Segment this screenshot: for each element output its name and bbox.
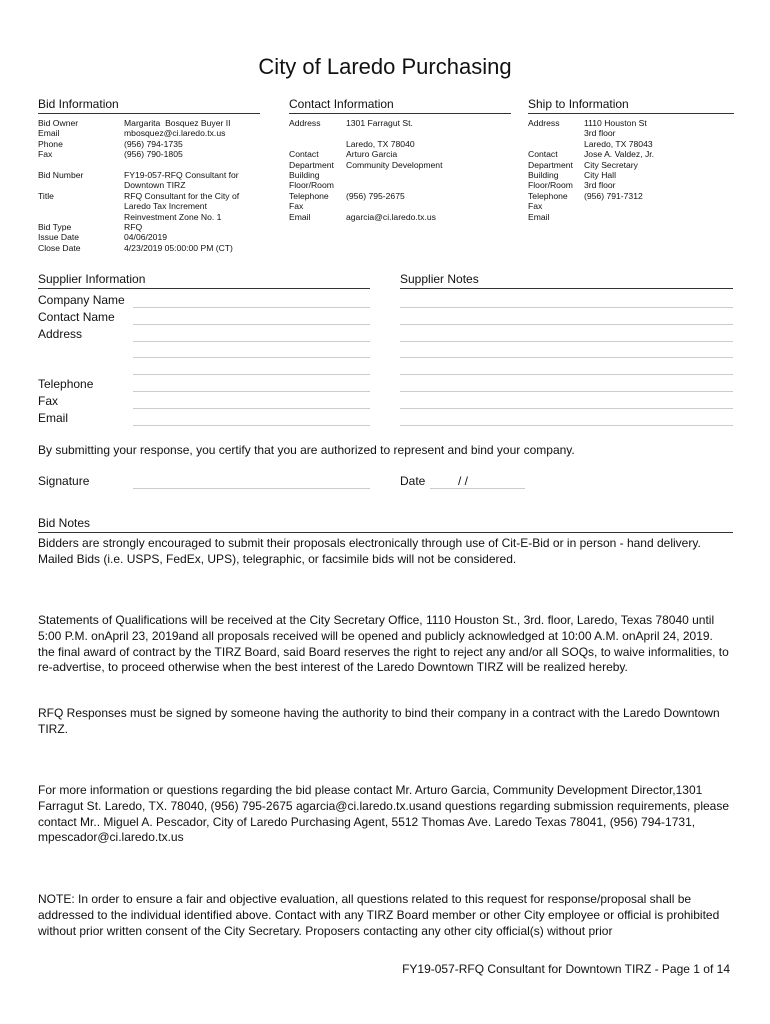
bid-phone-value: (956) 794-1735 (124, 138, 183, 149)
address-field-2[interactable] (133, 357, 370, 358)
company-name-label: Company Name (38, 293, 125, 307)
telephone-label: Telephone (38, 377, 94, 391)
bid-number-value-2: Downtown TIRZ (124, 180, 186, 191)
ship-telephone-label: Telephone (528, 190, 568, 201)
contact-telephone-value: (956) 795-2675 (346, 190, 405, 201)
bid-fax-value: (956) 790-1805 (124, 149, 183, 160)
page-footer: FY19-057-RFQ Consultant for Downtown TIRZ - Page 1 of 14 (402, 962, 730, 976)
ship-telephone-value: (956) 791-7312 (584, 190, 643, 201)
ship-address-line-2: 3rd floor (584, 128, 616, 139)
bid-title-value-3: Reinvestment Zone No. 1 (124, 211, 222, 222)
contact-email-label: Email (289, 211, 311, 222)
ship-email-label: Email (528, 211, 550, 222)
company-name-field[interactable] (133, 307, 370, 308)
ship-address-label: Address (528, 118, 560, 128)
bid-information-heading: Bid Information (38, 97, 260, 114)
close-date-value: 4/23/2019 05:00:00 PM (CT) (124, 242, 233, 253)
contact-fax-label: Fax (289, 201, 304, 212)
supplier-information-heading: Supplier Information (38, 272, 370, 289)
contact-building-label: Building (289, 170, 320, 181)
ship-building-value: City Hall (584, 170, 616, 181)
fax-field[interactable] (133, 408, 370, 409)
contact-name-field[interactable] (133, 324, 370, 325)
bid-email-value: mbosquez@ci.laredo.tx.us (124, 128, 226, 139)
issue-date-value: 04/06/2019 (124, 232, 168, 243)
ship-building-label: Building (528, 170, 559, 181)
bid-email-label: Email (38, 128, 60, 139)
ship-department-value: City Secretary (584, 159, 638, 170)
contact-department-value: Community Development (346, 159, 443, 170)
bid-title-value-1: RFQ Consultant for the City of (124, 190, 240, 201)
contact-person-label: Contact (289, 149, 319, 160)
telephone-field[interactable] (133, 391, 370, 392)
date-field[interactable] (430, 488, 525, 489)
contact-information-heading: Contact Information (289, 97, 511, 114)
address-field-1[interactable] (133, 341, 370, 342)
ship-contact-label: Contact (528, 149, 558, 160)
contact-address-label: Address (289, 118, 321, 128)
contact-name-label: Contact Name (38, 310, 115, 324)
bid-number-value-1: FY19-057-RFQ Consultant for (124, 170, 239, 181)
ship-fax-label: Fax (528, 201, 543, 212)
ship-address-line-1: 1110 Houston St (584, 118, 647, 128)
page-title: City of Laredo Purchasing (258, 54, 512, 79)
bid-notes-paragraph-1: Bidders are strongly encouraged to submit their proposals electronically through use of Cit-E-Bid or in person - hand delivery. Mailed Bids (i.e. USPS, FedEx, UPS), telegraphic, or facsimile bids will not be considered. (38, 536, 705, 566)
certify-statement: By submitting your response, you certify that you are authorized to represent and bind your company. (38, 443, 575, 457)
bid-phone-label: Phone (38, 138, 63, 149)
supplier-notes-line-4[interactable] (400, 357, 733, 358)
ship-department-label: Department (528, 159, 573, 170)
signature-label: Signature (38, 474, 90, 488)
email-field[interactable] (133, 425, 370, 426)
signature-field[interactable] (133, 488, 370, 489)
bid-notes-paragraph-4: For more information or questions regarding the bid please contact Mr. Arturo Garcia, Community Development Director,1301 Farragut St. Laredo, TX. 78040, (956) 795-2675 agarcia@ci.laredo.tx.usand questions regarding submission requirements, please contact Mr.. Miguel A. Pescador, City of Laredo Purchasing Agent, 5512 Thomas Ave. Laredo Texas 78041, (956) 794-1731, mpescador@ci.laredo.tx.us (38, 783, 733, 845)
ship-floor-value: 3rd floor (584, 180, 616, 191)
email-label: Email (38, 411, 69, 425)
supplier-notes-line-3[interactable] (400, 341, 733, 342)
contact-department-label: Department (289, 159, 334, 170)
supplier-notes-line-6[interactable] (400, 391, 733, 392)
bid-title-value-2: Laredo Tax Increment (124, 201, 207, 212)
contact-person-value: Arturo Garcia (346, 149, 398, 160)
bid-number-label: Bid Number (38, 170, 84, 181)
bid-type-value: RFQ (124, 222, 143, 233)
contact-floor-label: Floor/Room (289, 180, 334, 191)
close-date-label: Close Date (38, 242, 81, 253)
bid-owner-value: Margarita Bosquez Buyer II (124, 118, 231, 128)
bid-notes-paragraph-5: NOTE: In order to ensure a fair and objective evaluation, all questions related to this request for response/proposal shall be addressed to the individual identified above. Contact with any TIRZ Board member or other City employee or official is prohibited without prior written consent of the City Secretary. Proposers contacting any other city official(s) without prior (38, 892, 723, 938)
bid-owner-label: Bid Owner (38, 118, 79, 128)
supplier-notes-line-7[interactable] (400, 408, 733, 409)
ship-contact-value: Jose A. Valdez, Jr. (584, 149, 655, 160)
ship-address-line-3: Laredo, TX 78043 (584, 138, 653, 149)
date-label: Date (400, 474, 426, 488)
contact-information-block (289, 118, 442, 222)
bid-information-block (38, 118, 239, 253)
bid-fax-label: Fax (38, 149, 53, 160)
contact-telephone-label: Telephone (289, 190, 329, 201)
bid-notes-heading: Bid Notes (38, 516, 733, 533)
issue-date-label: Issue Date (38, 232, 80, 243)
ship-floor-label: Floor/Room (528, 180, 573, 191)
contact-address-line-3: Laredo, TX 78040 (346, 138, 415, 149)
address-label: Address (38, 327, 83, 341)
address-field-3[interactable] (133, 374, 370, 375)
contact-address-line-1: 1301 Farragut St. (346, 118, 413, 128)
date-slashes: / / (458, 474, 469, 488)
bid-notes-paragraph-3: RFQ Responses must be signed by someone having the authority to bind their company in a contract with the Laredo Downtown TIRZ. (38, 706, 723, 736)
bid-type-label: Bid Type (38, 222, 72, 233)
supplier-notes-line-5[interactable] (400, 374, 733, 375)
supplier-notes-line-1[interactable] (400, 307, 733, 308)
fax-label: Fax (38, 394, 59, 408)
supplier-notes-heading: Supplier Notes (400, 272, 733, 289)
bid-notes-paragraph-2: Statements of Qualifications will be received at the City Secretary Office, 1110 Houston St., 3rd. floor, Laredo, Texas 78040 until 5:00 P.M. onApril 23, 2019and all proposals received will be opened and publicly acknowledged at 10:00 A.M. onApril 24, 2019. the final award of contract by the TIRZ Board, said Board reserves the right to reject any and/or all SOQs, to waive informalities, to re-advertise, to proceed otherwise when the best interest of the Laredo Downtown TIRZ will be realized hereby. (38, 613, 743, 675)
ship-to-information-heading: Ship to Information (528, 97, 734, 114)
contact-email-value: agarcia@ci.laredo.tx.us (346, 211, 436, 222)
ship-to-information-block (528, 118, 654, 222)
supplier-notes-line-8[interactable] (400, 425, 733, 426)
bid-title-label: Title (38, 190, 54, 201)
supplier-notes-line-2[interactable] (400, 324, 733, 325)
